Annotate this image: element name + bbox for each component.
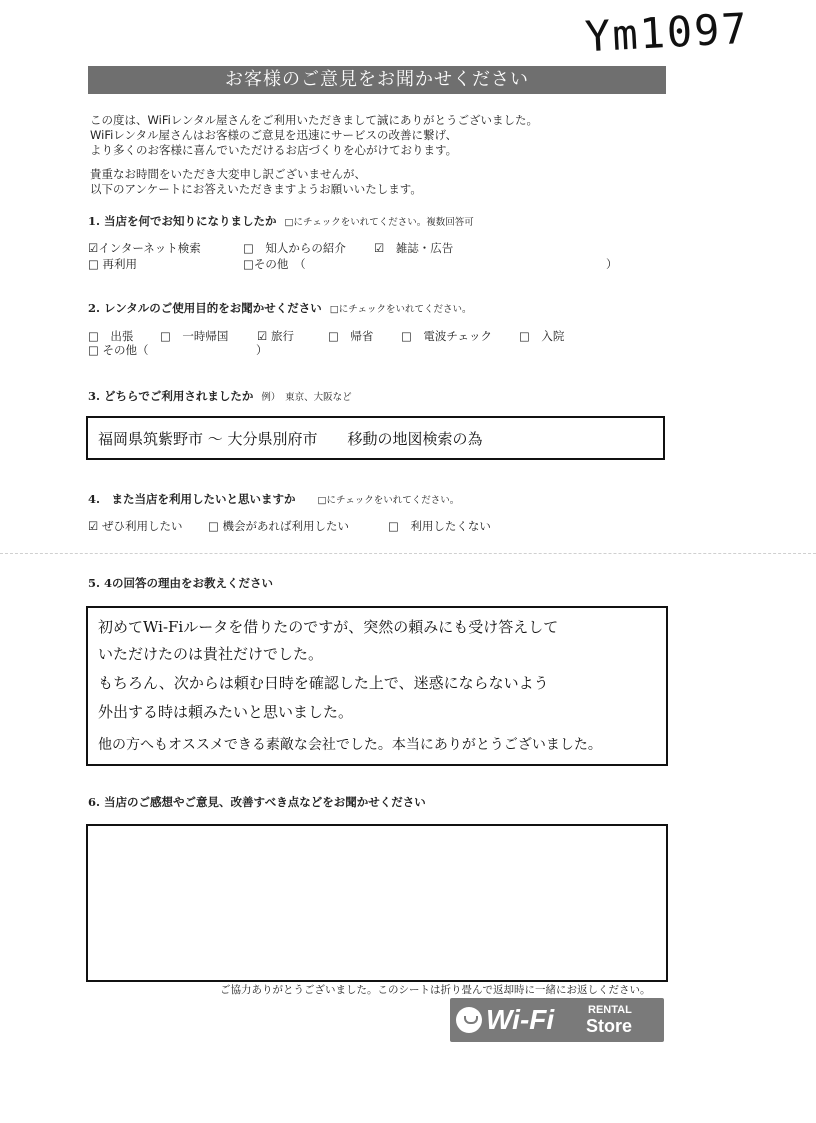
intro-line-3: より多くのお客様に喜んでいただけるお店づくりを心がけております。 — [90, 143, 458, 157]
q3-answer-text: 福岡県筑紫野市 ～ 大分県別府市 移動の地図検索の為 — [98, 430, 483, 448]
q4-note: □にチェックをいれてください。 — [317, 495, 460, 506]
q1-label: 1. 当店を何でお知りになりましたか □にチェックをいれてください。複数回答可 — [88, 214, 474, 228]
q4-option-definitely[interactable]: ☑ ぜひ利用したい — [88, 519, 183, 533]
intro-line-4: 貴重なお時間をいただき大変申し訳ございませんが、 — [90, 167, 366, 181]
q2-option-travel[interactable]: ☑ 旅行 — [257, 329, 294, 343]
intro-line-2: WiFiレンタル屋さんはお客様のご意見を迅速にサービスの改善に繋げ、 — [90, 128, 458, 142]
q1-option-referral[interactable]: □ 知人からの紹介 — [243, 241, 346, 255]
q5-answer-line-4: 外出する時は頼みたいと思いました。 — [98, 703, 354, 721]
q2-option-signal-check[interactable]: □ 電波チェック — [401, 329, 493, 343]
q2-note: □にチェックをいれてください。 — [329, 304, 472, 315]
q5-answer-box[interactable] — [86, 606, 668, 766]
q2-option-homecoming[interactable]: □ 帰省 — [328, 329, 374, 343]
q2-option-other[interactable]: □ その他（ — [88, 343, 149, 357]
q5-label: 5. 4の回答の理由をお教えください — [88, 576, 274, 590]
q1-option-magazine[interactable]: ☑ 雑誌・広告 — [374, 241, 454, 255]
q4-option-if-chance[interactable]: □ 機会があれば利用したい — [208, 519, 350, 533]
logo-rental: RENTAL — [588, 1004, 632, 1016]
q2-close-paren: ） — [256, 343, 268, 357]
q2-option-hospital[interactable]: □ 入院 — [519, 329, 565, 343]
q5-answer-line-5: 他の方へもオススメできる素敵な会社でした。本当にありがとうございました。 — [98, 737, 602, 753]
q3-answer-box[interactable] — [86, 416, 665, 460]
intro-line-5: 以下のアンケートにお答えいただきますようお願いいたします。 — [90, 182, 422, 196]
q2-label: 2. レンタルのご使用目的をお聞かせください □にチェックをいれてください。 — [88, 301, 472, 315]
q1-note: □にチェックをいれてください。複数回答可 — [284, 217, 474, 228]
wifi-rental-store-logo — [450, 998, 664, 1042]
q4-option-no[interactable]: □ 利用したくない — [388, 519, 491, 533]
survey-title: お客様のご意見をお聞かせください — [88, 66, 666, 94]
q1-option-internet[interactable]: ☑インターネット検索 — [88, 241, 201, 255]
intro-line-1: この度は、WiFiレンタル屋さんをご利用いただきまして誠にありがとうございました。 — [90, 113, 539, 127]
q1-option-reuse[interactable]: □ 再利用 — [88, 257, 138, 271]
q5-answer-line-1: 初めてWi-Fiルータを借りたのですが、突然の頼みにも受け答えして — [98, 618, 559, 636]
q5-answer-line-2: いただけたのは貴社だけでした。 — [98, 645, 324, 663]
divider — [0, 553, 816, 554]
q2-option-temp-return[interactable]: □ 一時帰国 — [160, 329, 229, 343]
q4-label: 4. また当店を利用したいと思いますか □にチェックをいれてください。 — [88, 492, 460, 506]
logo-store: Store — [586, 1016, 633, 1036]
q3-note: 例） 東京、大阪など — [261, 392, 352, 403]
handwritten-code: Ym1097 — [583, 3, 750, 62]
q5-answer-line-3: もちろん、次からは頼む日時を確認した上で、迷惑にならないよう — [98, 674, 549, 692]
footer-note: ご協力ありがとうございました。このシートは折り畳んで返却時に一緒にお返しください。 — [220, 984, 651, 996]
q6-answer-box[interactable] — [86, 824, 668, 982]
q6-label: 6. 当店のご感想やご意見、改善すべき点などをお聞かせください — [88, 795, 426, 809]
q3-label: 3. どちらでご利用されましたか 例） 東京、大阪など — [88, 389, 352, 403]
logo-wifi: Wi-Fi — [486, 1004, 555, 1035]
q1-close-paren: ） — [606, 257, 618, 271]
q1-option-other[interactable]: □その他 （ — [243, 257, 306, 271]
q2-option-business[interactable]: □ 出張 — [88, 329, 134, 343]
mascot-icon — [456, 1007, 482, 1033]
